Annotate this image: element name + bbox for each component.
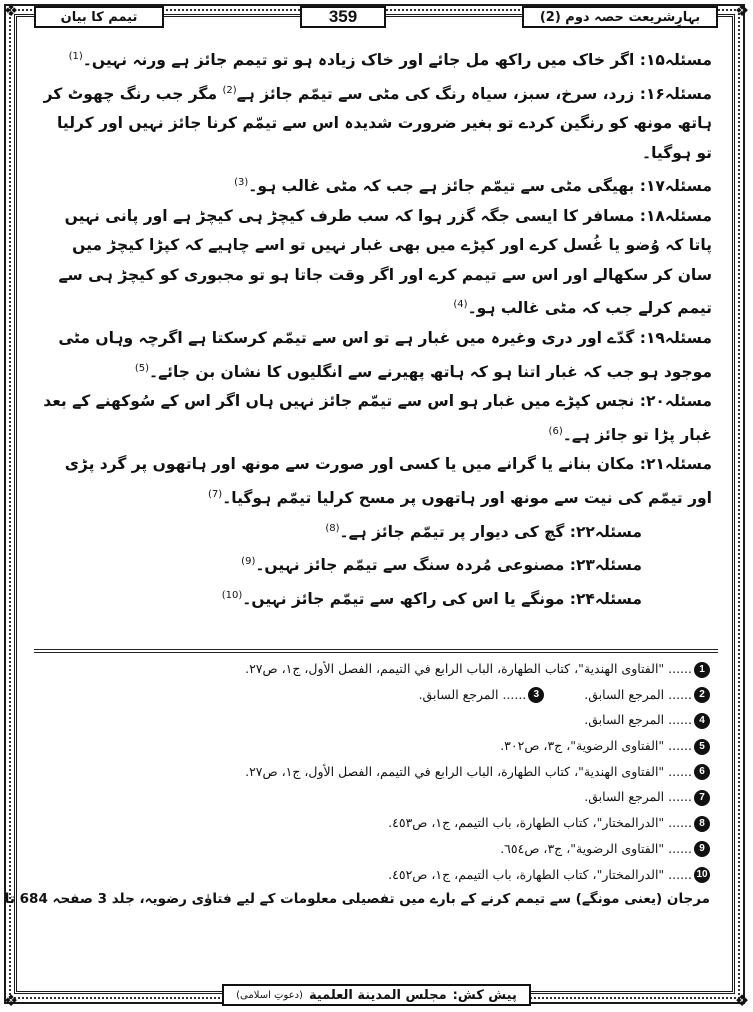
footer-prefix: پیش کش: bbox=[452, 987, 517, 1003]
footnote-number-badge: 8 bbox=[694, 816, 710, 832]
footnote-number-badge: 10 bbox=[694, 867, 710, 883]
masala-label: مسئلہ۲۱: bbox=[639, 455, 712, 474]
footnote: 7...... المرجع السابق. bbox=[40, 784, 710, 810]
masala-20 bbox=[38, 387, 712, 450]
footnote-text: "الفتاوى الهندية"، كتاب الطهارة، الباب الرابع في التيمم، الفصل الأول، ج١، ص٢٧. bbox=[245, 763, 665, 779]
chapter-title: تیمم کا بیان bbox=[34, 6, 164, 28]
publisher-box bbox=[222, 984, 531, 1006]
masala-22 bbox=[38, 514, 712, 548]
footnote-ref: (1) bbox=[68, 51, 83, 62]
footnote: 1...... "الفتاوى الهندية"، كتاب الطهارة، الباب الرابع في التيمم، الفصل الأول، ج١، ص٢٧. bbox=[40, 656, 710, 682]
masala-text: اگر خاک میں راکھ مل جائے اور خاک زیادہ ہو تو تیمم جائز ہے ورنہ نہیں۔ bbox=[82, 51, 635, 70]
footnote-number-badge: 9 bbox=[694, 841, 710, 857]
masala-text: زرد، سرخ، سبز، سیاہ رنگ کی مٹی سے تیمّم جائز ہے bbox=[236, 84, 635, 103]
masala-19 bbox=[38, 324, 712, 387]
footnote-number-badge: 3 bbox=[528, 687, 544, 703]
footnote-ref: (10) bbox=[221, 589, 243, 601]
footnote-ref: (8) bbox=[325, 522, 340, 534]
masala-17 bbox=[38, 168, 712, 202]
masala-text: مصنوعی مُردہ سنگ سے تیمّم جائز نہیں۔ bbox=[255, 556, 565, 575]
masala-label: مسئلہ۲۰: bbox=[639, 392, 712, 411]
masala-24 bbox=[38, 581, 712, 615]
footnote-number-badge: 2 bbox=[694, 687, 710, 703]
corner-ornament-icon: ❖ bbox=[734, 991, 750, 1010]
publisher-subtitle: (دعوتِ اسلامی) bbox=[236, 989, 303, 1001]
masala-15 bbox=[38, 42, 712, 76]
footnote-text: "الدرالمختار"، كتاب الطهارة، باب التيمم، ج١، ص٤٥٢. bbox=[388, 866, 665, 882]
masala-text: مونگے یا اس کی راکھ سے تیمّم جائز نہیں۔ bbox=[242, 590, 565, 609]
footnote-text: "الفتاوى الرضوية"، ج٣، ص٣٠٢. bbox=[500, 738, 665, 754]
corner-ornament-icon: ❖ bbox=[3, 991, 19, 1010]
footnote-text: "الفتاوى الرضوية"، ج٣، ص٦٥٤. bbox=[500, 840, 665, 856]
masala-18 bbox=[38, 202, 712, 324]
footnote-number-badge: 7 bbox=[694, 790, 710, 806]
footnote-divider bbox=[34, 649, 718, 650]
footnote-number-badge: 5 bbox=[694, 739, 710, 755]
page-number: 359 bbox=[300, 6, 386, 28]
footnote: 4...... المرجع السابق. bbox=[40, 707, 710, 733]
footnote: 2...... المرجع السابق.3...... المرجع السابق. bbox=[40, 682, 710, 708]
masala-label: مسئلہ۱۹: bbox=[639, 329, 712, 348]
masala-text: مکان بنانے یا گرانے میں یا کسی اور صورت سے مونھ اور ہاتھوں پر گرد پڑی اور تیمّم کی نیت سے مونھ اور ہاتھوں پر مسح کرلیا تیمّم ہوگیا۔ bbox=[64, 455, 712, 508]
footnote-text: المرجع السابق. bbox=[584, 712, 665, 728]
main-text bbox=[38, 42, 712, 615]
marjan-note: مرجان (یعنی مونگے) سے تیمم کرنے کے بارے میں تفصیلی معلومات کے لیے فتاوٰی رضویہ، جلد 3 صفحہ 684 تا bbox=[4, 891, 710, 908]
footnote-ref: (5) bbox=[134, 362, 149, 374]
footnote-divider bbox=[34, 652, 718, 653]
footnote-ref: (3) bbox=[234, 177, 249, 189]
footnotes bbox=[4, 656, 710, 911]
masala-23 bbox=[38, 547, 712, 581]
masala-21 bbox=[38, 450, 712, 513]
footnote-ref: (6) bbox=[548, 425, 563, 437]
page-footer bbox=[0, 982, 753, 1008]
masala-text: گچ کی دیوار پر تیمّم جائز ہے۔ bbox=[339, 522, 565, 541]
footnote-number-badge: 6 bbox=[694, 764, 710, 780]
masala-label: مسئلہ۲۴: bbox=[569, 590, 642, 609]
masala-label: مسئلہ۱۵: bbox=[639, 51, 712, 70]
footnote-text: المرجع السابق. bbox=[584, 789, 665, 805]
masala-label: مسئلہ۲۲: bbox=[569, 522, 642, 541]
footnote-number-badge: 4 bbox=[694, 713, 710, 729]
footnote: 10...... "الدرالمختار"، كتاب الطهارة، باب التيمم، ج١، ص٤٥٢. bbox=[40, 862, 710, 888]
masala-text: بھیگی مٹی سے تیمّم جائز ہے جب کہ مٹی غالب ہو۔ bbox=[248, 177, 635, 196]
masala-label: مسئلہ۱۶: bbox=[639, 84, 712, 103]
footnote-ref: (9) bbox=[241, 556, 256, 568]
footnote-ref: (2) bbox=[222, 84, 237, 96]
footnote-text: المرجع السابق. bbox=[584, 686, 665, 702]
corner-ornament-icon: ❖ bbox=[734, 1, 750, 20]
book-title: بہارِشریعت حصہ دوم (2) bbox=[522, 6, 718, 28]
corner-ornament-icon: ❖ bbox=[3, 1, 19, 20]
masala-text: نجس کپڑے میں غبار ہو اس سے تیمّم جائز نہیں ہاں اگر اس کے سُوکھنے کے بعد غبار پڑا تو جائز ہے۔ bbox=[43, 392, 712, 444]
footnote-ref: (4) bbox=[453, 299, 468, 311]
masala-text: مسافر کا ایسی جگہ گزر ہوا کہ سب طرف کیچڑ ہی کیچڑ ہے اور پانی نہیں پاتا کہ وُضو یا غُسل کرے اور کپڑے میں بھی غبار نہیں تو اسے چاہیے کہ کپڑا کیچڑ میں سان کر سکھالے اور اس سے تیمم کرے اور اگر وقت جاتا ہو تو مجبوری کو کیچڑ ہی سے تیمم کرلے جب کہ مٹی غالب ہو۔ bbox=[58, 206, 712, 318]
footnote: 9...... "الفتاوى الرضوية"، ج٣، ص٦٥٤. bbox=[40, 836, 710, 862]
masala-text-cont: مگر جب رنگ چھوٹ کر ہاتھ مونھ کو رنگین کردے تو بغیر ضرورت شدیدہ اس سے تیمّم کرنا جائز نہیں اور کرلیا تو ہوگیا۔ bbox=[43, 84, 712, 162]
page-header bbox=[34, 4, 718, 30]
publisher-name: مجلس المدینة العلمیة bbox=[308, 987, 447, 1003]
masala-text: گدّے اور دری وغیرہ میں غبار ہے تو اس سے تیمّم کرسکتا ہے اگرچہ وہاں مٹی موجود ہو جب کہ غبار اتنا ہو کہ ہاتھ پھیرنے سے انگلیوں کا نشان بن جائے۔ bbox=[58, 329, 712, 381]
footnote: 8...... "الدرالمختار"، كتاب الطهارة، باب التيمم، ج١، ص٤٥٣. bbox=[40, 810, 710, 836]
footnote-ref: (7) bbox=[208, 488, 223, 500]
masala-label: مسئلہ۱۸: bbox=[639, 206, 712, 225]
footnote-text: "الفتاوى الهندية"، كتاب الطهارة، الباب الرابع في التيمم، الفصل الأول، ج١، ص٢٧. bbox=[245, 661, 665, 676]
masala-label: مسئلہ۱۷: bbox=[639, 177, 712, 196]
footnote: 6...... "الفتاوى الهندية"، كتاب الطهارة، الباب الرابع في التيمم، الفصل الأول، ج١، ص٢٧. bbox=[40, 759, 710, 785]
masala-label: مسئلہ۲۳: bbox=[569, 556, 642, 575]
footnote: 5...... "الفتاوى الرضوية"، ج٣، ص٣٠٢. bbox=[40, 733, 710, 759]
masala-16 bbox=[38, 76, 712, 169]
footnote-text: "الدرالمختار"، كتاب الطهارة، باب التيمم، ج١، ص٤٥٣. bbox=[388, 815, 665, 831]
footnote-number-badge: 1 bbox=[694, 662, 710, 678]
footnote-text: المرجع السابق. bbox=[418, 686, 499, 702]
